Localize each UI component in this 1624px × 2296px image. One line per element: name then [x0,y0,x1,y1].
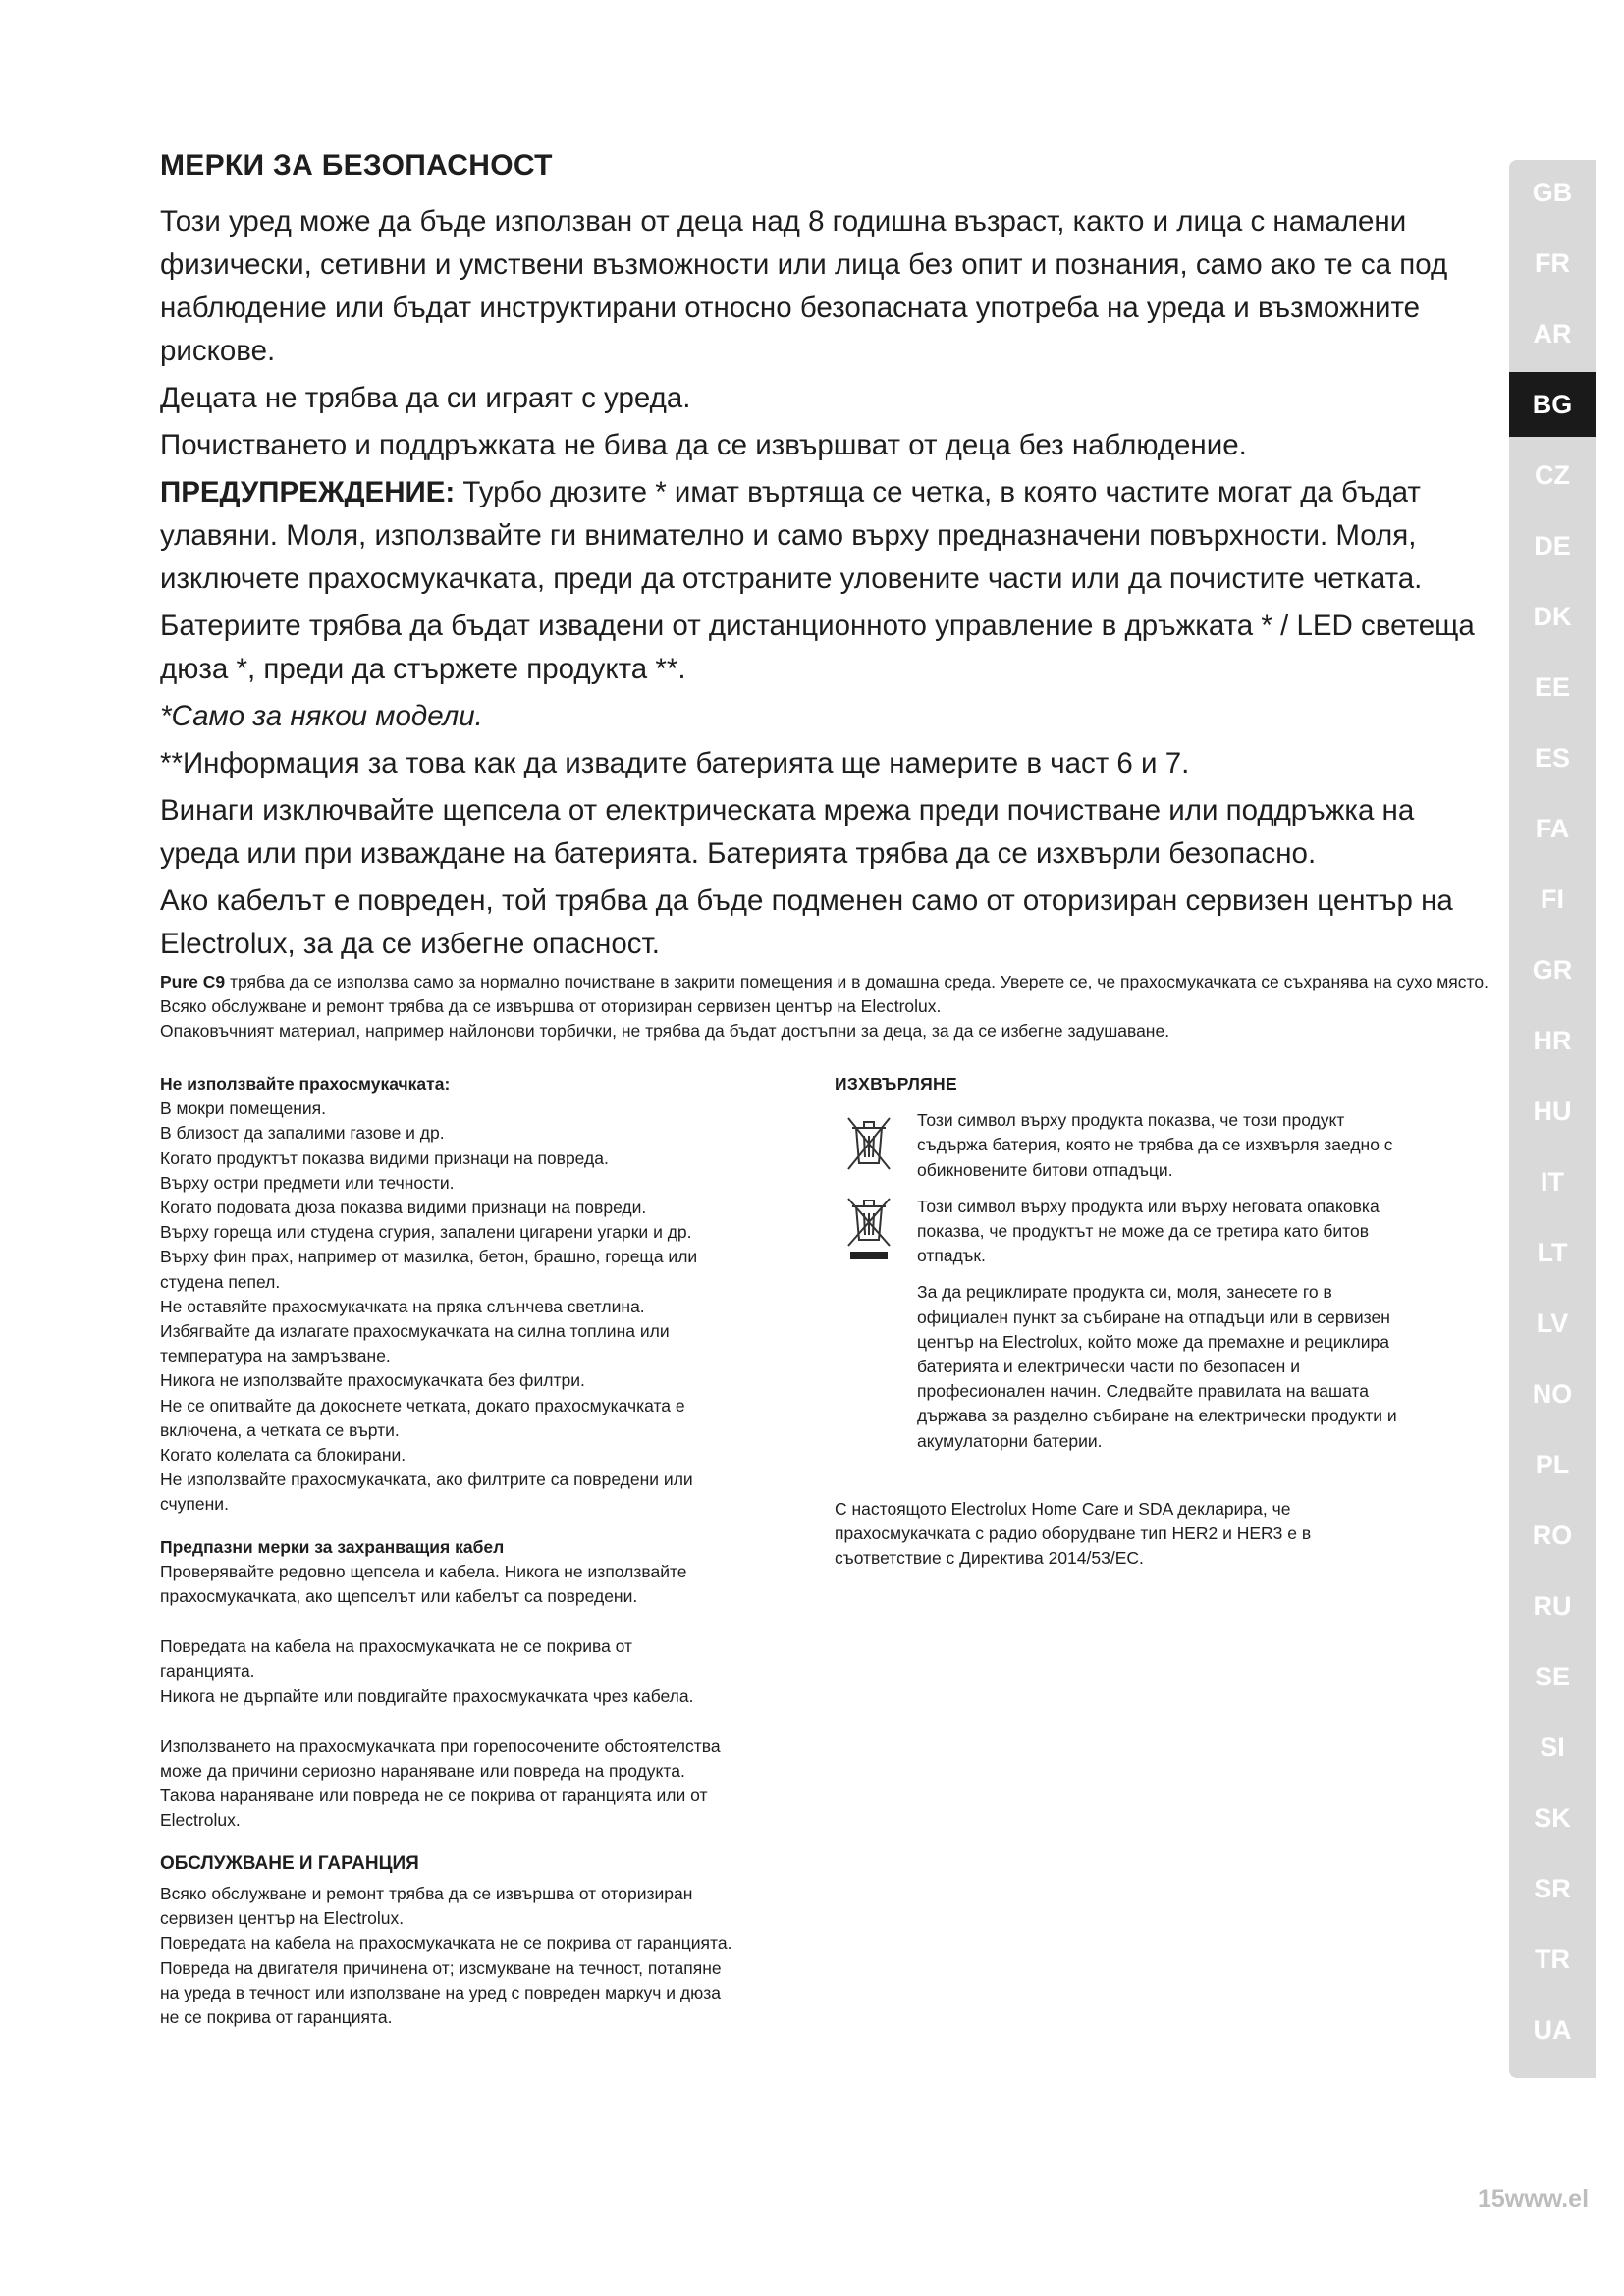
right-column [835,1072,1483,1571]
list-item: температура на замръзване. [160,1346,391,1366]
list-item: Никога не използвайте прахосмукачката без филтри. [160,1370,585,1391]
list-item: Когато подовата дюза показва видими признаци на повреди. [160,1198,647,1218]
lang-tab-sr[interactable]: SR [1534,1874,1571,1903]
safety-paragraph-8: Винаги изключвайте щепсела от електрическата мрежа преди почистване или поддръжка на уреда или при изваждане на батерията. Батерията трябва да се изхвърли безопасно. [160,794,1415,870]
conformity-declaration: С настоящото Electrolux Home Care и SDA декларира, че прахосмукачката с радио оборудване тип HER2 и HER3 е в съответствие с Директива 2014/53/ЕС. [835,1498,1312,1569]
cable-line: Повредата на кабела на прахосмукачката не се покрива от [160,1636,633,1657]
lang-tab-fi[interactable]: FI [1541,884,1564,914]
service-line: Повреда на двигателя причинена от; изсмукване на течност, потапяне [160,1957,722,1978]
service-line: не се покрива от гаранцията. [160,2006,393,2027]
lang-tab-cz[interactable]: CZ [1535,460,1570,490]
service-note: Всяко обслужване и ремонт трябва да се извършва от оторизиран сервизен център на Electrolux. [160,996,942,1016]
lang-tab-ar[interactable]: AR [1533,319,1572,348]
list-item: включена, а четката се върти. [160,1419,400,1440]
lang-tab-sk[interactable]: SK [1534,1803,1571,1833]
list-item: счупени. [160,1494,229,1515]
disposal-symbol-2 [835,1195,1483,1269]
cable-line: гаранцията. [160,1661,255,1682]
service-line: на уреда в течност или използване на уред с повреден маркуч и дюза [160,1982,721,2002]
product-name: Pure C9 [160,972,226,991]
language-tab-bar [1509,160,1596,2078]
lang-tab-de[interactable]: DE [1534,531,1571,561]
cable-line: Такова нараняване или повреда не се покрива от гаранцията или от [160,1786,708,1806]
list-item: Върху остри предмети или течности. [160,1172,455,1193]
left-column [160,1072,820,2030]
page-footer: 15www.el [1478,2185,1590,2213]
battery-info-note: **Информация за това как да извадите батерията ще намерите в част 6 и 7. [160,747,1190,779]
list-item: Не се опитвайте да докоснете четката, докато прахосмукачката е [160,1395,685,1415]
symbol-2-text: Този символ върху продукта или върху неговата опаковка показва, че продуктът не може да се третира като битов отпадък. [917,1196,1380,1266]
list-item: студена пепел. [160,1271,281,1292]
lang-tab-ee[interactable]: EE [1534,672,1571,702]
lang-tab-lv[interactable]: LV [1536,1308,1569,1338]
lang-tab-no[interactable]: NO [1532,1379,1573,1409]
list-item: Не оставяйте прахосмукачката на пряка слънчева светлина. [160,1296,645,1316]
lang-tab-lt[interactable]: LT [1537,1238,1568,1267]
warning-label: ПРЕДУПРЕЖДЕНИЕ: [160,476,456,508]
crossed-bin-bar-icon [835,1195,903,1263]
list-item: Когато продуктът показва видими признаци на повреда. [160,1148,609,1168]
lang-tab-es[interactable]: ES [1534,743,1571,773]
lang-tab-si[interactable]: SI [1540,1733,1565,1762]
safety-paragraph-9: Ако кабелът е повреден, той трябва да бъде подменен само от оторизиран сервизен център на Electrolux, за да се избегне опасност. [160,884,1453,960]
symbol-1-text: Този символ върху продукта показва, че този продукт съдържа батерия, която не трябва да се изхвърля заедно с обикновените битови отпадъци. [917,1110,1393,1180]
safety-section [160,149,1495,1043]
lang-tab-hr[interactable]: HR [1533,1026,1572,1055]
lang-tab-hu[interactable]: HU [1533,1096,1572,1126]
lang-tab-bg[interactable]: BG [1509,372,1596,437]
safety-paragraph-2: Децата не трябва да си играят с уреда. [160,382,691,414]
lang-tab-se[interactable]: SE [1534,1662,1571,1691]
service-title: ОБСЛУЖВАНЕ И ГАРАНЦИЯ [160,1852,419,1874]
crossed-bin-icon [835,1108,903,1177]
safety-title: МЕРКИ ЗА БЕЗОПАСНОСТ [160,149,553,182]
packaging-note: Опаковъчният материал, например найлонови торбички, не трябва да бъдат достъпни за деца, за да се избегне задушаване. [160,1021,1170,1041]
lang-tab-ro[interactable]: RO [1532,1521,1573,1550]
dont-use-title: Не използвайте прахосмукачката: [160,1074,451,1094]
lang-tab-ua[interactable]: UA [1533,2015,1572,2045]
lang-tab-gb[interactable]: GB [1532,178,1573,207]
dont-use-list [160,1096,820,1517]
service-line: Всяко обслужване и ремонт трябва да се извършва от оторизиран [160,1883,693,1903]
lang-tab-ru[interactable]: RU [1533,1591,1572,1621]
lang-tab-pl[interactable]: PL [1535,1450,1570,1479]
disposal-title: ИЗХВЪРЛЯНЕ [835,1074,957,1094]
disposal-symbol-1 [835,1108,1483,1183]
cable-line: прахосмукачката, ако щепселът или кабелът са повредени. [160,1586,638,1607]
list-item: Върху фин прах, например от мазилка, бетон, брашно, гореща или [160,1247,698,1267]
lang-tab-tr[interactable]: TR [1535,1945,1570,1974]
cable-line: Използването на прахосмукачката при горепосочените обстоятелства [160,1735,721,1756]
list-item: Върху гореща или студена сгурия, запалени цигарени угарки и др. [160,1222,692,1243]
warning-text: Турбо дюзите * имат въртяща се четка, в която частите могат да бъдат улавяни. Моля, използвайте ги внимателно и само върху предназначени повърхности. Моля, изключете прахосмукачката, преди да отстраните уловените части или да почистите четката. [160,476,1423,595]
cable-line: Никога не дърпайте или повдигайте прахосмукачката чрез кабела. [160,1685,694,1706]
service-line: Повредата на кабела на прахосмукачката не се покрива от гаранцията. [160,1933,732,1953]
warning-paragraph [160,471,1495,601]
usage-note: Pure C9 трябва да се използва само за нормално почистване в закрити помещения и в домашна среда. Уверете се, че прахосмукачката се съхранява на сухо място. [160,972,1489,991]
safety-paragraph-5: Батериите трябва да бъдат извадени от дистанционното управление в дръжката * / LED светеща дюза *, преди да стържете продукта **. [160,610,1475,685]
cable-title: Предпазни мерки за захранващия кабел [160,1536,505,1557]
lang-tab-dk[interactable]: DK [1533,602,1572,631]
list-item: Не използвайте прахосмукачката, ако филтрите са повредени или [160,1469,693,1490]
lang-tab-it[interactable]: IT [1541,1167,1564,1197]
safety-paragraph-3: Почистването и поддръжката не бива да се извършват от деца без наблюдение. [160,429,1247,461]
cable-line: Проверявайте редовно щепсела и кабела. Никога не използвайте [160,1561,687,1581]
lang-tab-gr[interactable]: GR [1532,955,1573,985]
lang-tab-fr[interactable]: FR [1535,248,1570,278]
service-line: сервизен център на Electrolux. [160,1908,405,1929]
list-item: Избягвайте да излагате прахосмукачката на силна топлина или [160,1321,670,1342]
list-item: Когато колелата са блокирани. [160,1445,406,1466]
safety-paragraph-1: Този уред може да бъде използван от деца над 8 годишна възраст, както и лица с намалени физически, сетивни и умствени възможности или лица без опит и познания, само ако те са под наблюдение или бъдат инструктирани относно безопасната употреба на уреда и възможните рискове. [160,205,1448,367]
list-item: В мокри помещения. [160,1098,327,1119]
cable-line: може да причини сериозно нараняване или повреда на продукта. [160,1761,685,1782]
list-item: В близост да запалими газове и др. [160,1123,445,1144]
recycle-instructions: За да рециклирате продукта си, моля, занесете го в официален пункт за събиране на отпадъци или в сервизен център на Electrolux, който може да премахне и рециклира батерията и електрически части по безопасен и професионален начин. Следвайте правилата на вашата държава за разделно събиране на електрически продукти и акумулаторни батерии. [917,1282,1397,1451]
cable-line: Electrolux. [160,1810,241,1831]
models-note: *Само за някои модели. [160,700,483,732]
lang-tab-fa[interactable]: FA [1535,814,1570,843]
